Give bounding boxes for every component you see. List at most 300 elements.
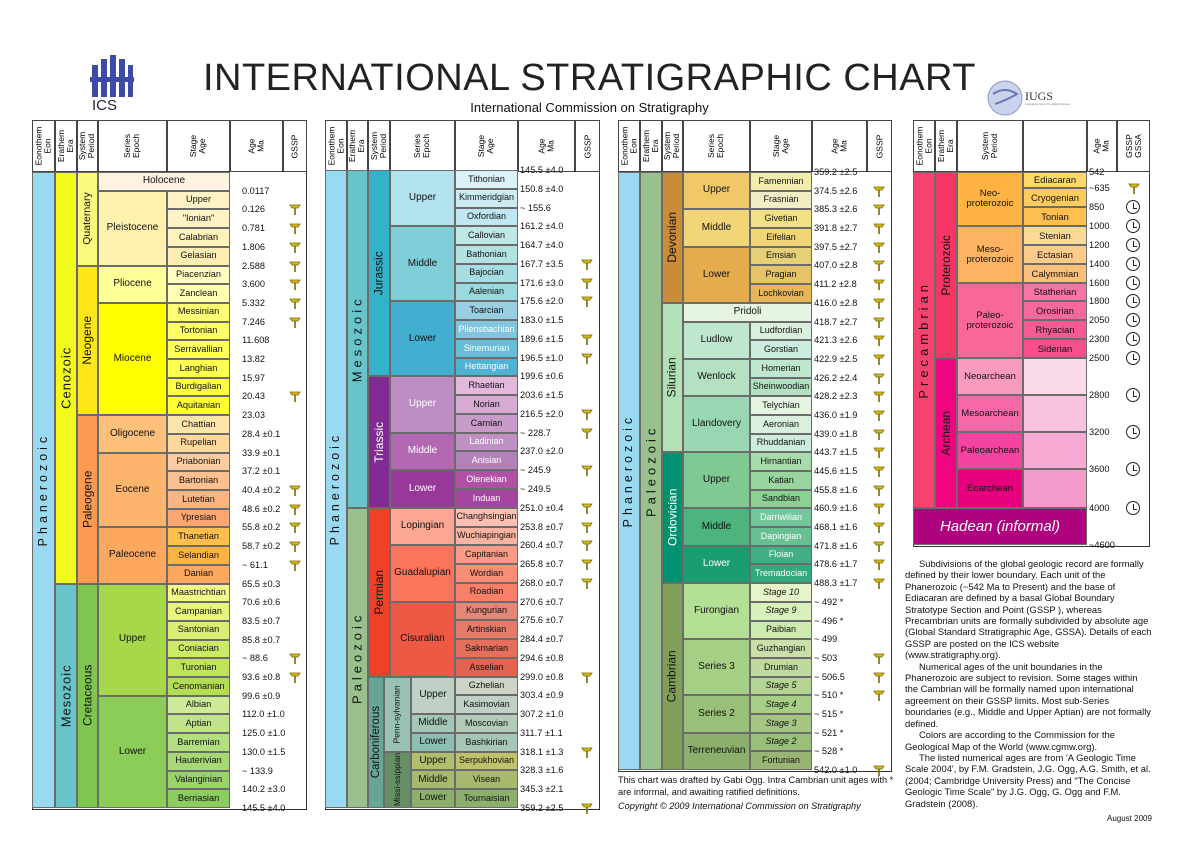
stage-2 — [167, 228, 230, 247]
column-header-label: Stage Age — [476, 134, 496, 158]
column-header-label: Eonothem Eon — [619, 126, 638, 166]
stage-0 — [167, 191, 230, 210]
boundary-age: 275.6 ±0.7 — [520, 615, 564, 626]
golden-spike-icon — [289, 503, 302, 519]
column-header — [167, 120, 230, 172]
boundary-age: 270.6 ±0.7 — [520, 596, 564, 607]
period-carboniferous — [368, 677, 384, 808]
stage-13 — [167, 434, 230, 453]
stage-12-label: Chattian — [181, 418, 216, 429]
epoch-2 — [390, 301, 455, 376]
subeon-1 — [957, 226, 1023, 283]
boundary-age: 161.2 ±4.0 — [520, 221, 564, 232]
stage-3-10-label: Homerian — [761, 362, 801, 373]
column-header-label: GSSP — [582, 134, 592, 158]
golden-spike-icon — [873, 428, 886, 444]
boundary-age: 411.2 ±2.8 — [814, 279, 857, 290]
subeon-6 — [957, 469, 1023, 508]
stage-2-28-label: Kasimovian — [463, 699, 510, 710]
stage-14-label: Priabonian — [176, 456, 221, 467]
stage-4 — [167, 266, 230, 285]
golden-spike-icon — [873, 558, 886, 574]
golden-spike-icon — [873, 409, 886, 425]
column-header-label: System Period — [77, 131, 97, 161]
column-header — [662, 120, 683, 172]
boundary-age: 1400 — [1089, 259, 1110, 269]
stage-24 — [167, 640, 230, 659]
epoch-1 — [390, 226, 455, 301]
epoch-0 — [390, 170, 455, 226]
golden-spike-icon — [581, 671, 594, 687]
boundary-age: 171.6 ±3.0 — [520, 277, 564, 288]
stage-3-13-label: Aeronian — [762, 418, 800, 429]
stage-27 — [167, 696, 230, 715]
stage-25-label: Turonian — [180, 661, 217, 672]
stage-26 — [167, 677, 230, 696]
column-header — [55, 120, 77, 172]
column-header-label: Stage Age — [771, 134, 790, 158]
boundary-age: 3200 — [1089, 427, 1110, 437]
boundary-age: 260.4 ±0.7 — [520, 540, 564, 551]
stage-16-label: Lutetian — [182, 493, 215, 504]
column-header — [1023, 120, 1087, 172]
golden-spike-icon — [581, 408, 594, 424]
stage-3-28-label: Stage 4 — [765, 698, 797, 709]
clock-icon — [1126, 332, 1140, 346]
stage-20 — [167, 565, 230, 584]
stage-3-9-label: Gorstian — [763, 343, 798, 354]
boundary-age: 294.6 ±0.8 — [520, 652, 564, 663]
stage-15 — [167, 471, 230, 490]
boundary-age: 3600 — [1089, 464, 1110, 474]
iugs-logo — [985, 78, 1071, 118]
clock-icon — [1126, 200, 1140, 214]
golden-spike-icon — [581, 802, 594, 818]
stage-3-22 — [750, 583, 812, 602]
boundary-age: 99.6 ±0.9 — [242, 690, 281, 701]
golden-spike-icon — [873, 689, 886, 705]
boundary-age: 2800 — [1089, 390, 1110, 400]
column-header — [935, 120, 957, 172]
stage-3-16 — [750, 471, 812, 490]
column-header-label: Age Ma — [829, 138, 849, 154]
column-header — [957, 120, 1023, 172]
golden-spike-icon — [873, 372, 886, 388]
stage-2-10 — [455, 358, 518, 377]
stage-23 — [167, 621, 230, 640]
clock-icon — [1126, 257, 1140, 271]
archean-period-fill — [1023, 358, 1087, 395]
golden-spike-icon — [289, 521, 302, 537]
boundary-age: 40.4 ±0.2 — [242, 485, 281, 495]
stage-3-5-label: Pragian — [765, 269, 797, 280]
boundary-age: 11.608 — [242, 335, 270, 346]
epoch-14 — [411, 789, 455, 808]
column-header-label: Eonothem Eon — [914, 126, 933, 166]
boundary-age: 125.0 ±1.0 — [242, 728, 286, 739]
stage-2-21 — [455, 564, 518, 583]
stage-2-12 — [455, 395, 518, 414]
boundary-age: ~ 506.5 — [814, 671, 845, 682]
period-4-4 — [1023, 245, 1087, 264]
stage-32-label: Berriasian — [177, 792, 220, 803]
boundary-age: 374.5 ±2.6 — [814, 185, 858, 196]
stage-3-29-label: Stage 3 — [765, 717, 797, 728]
stage-9 — [167, 359, 230, 378]
epoch-4-label: Middle — [407, 445, 438, 457]
boundary-age: ~ 503 — [814, 652, 838, 663]
golden-spike-icon — [289, 540, 302, 556]
eon-precambrian — [913, 172, 935, 508]
boundary-age: ~ 528 * — [814, 746, 844, 757]
subeon-2 — [957, 283, 1023, 358]
boundary-age: 284.4 ±0.7 — [520, 634, 564, 645]
column-header-label: Age Ma — [1092, 138, 1111, 154]
golden-spike-icon — [581, 352, 594, 368]
golden-spike-icon — [289, 241, 302, 257]
golden-spike-icon — [581, 558, 594, 574]
period-jurassic — [368, 170, 390, 376]
boundary-age: 421.3 ±2.6 — [814, 335, 858, 346]
stage-3-27-label: Stage 5 — [765, 680, 797, 691]
stage-24-label: Coniacian — [178, 643, 219, 654]
epoch-3-1 — [683, 209, 750, 246]
stage-10-label: Burdigalian — [175, 381, 222, 392]
stage-3-11-label: Sheinwoodian — [752, 381, 810, 392]
boundary-age: 7.246 — [242, 316, 265, 327]
column-header-label: Erathem Era — [936, 129, 955, 163]
stage-2-13-label: Carnian — [470, 417, 503, 428]
epoch-3-6 — [683, 396, 750, 452]
golden-spike-icon — [873, 652, 886, 668]
column-header — [812, 120, 867, 172]
epoch-3-2-label: Lower — [702, 268, 731, 280]
golden-spike-icon — [581, 521, 594, 537]
boundary-age: 299.0 ±0.8 — [520, 671, 564, 682]
boundary-age: ~ 249.5 — [520, 484, 551, 494]
boundary-age: 468.1 ±1.6 — [814, 522, 858, 533]
period-paleogene-label: Paleogene — [80, 470, 95, 529]
column-header-label: Series Epoch — [122, 133, 142, 159]
stage-30-label: Hauterivian — [175, 755, 222, 766]
subperiod-pennsylvanian-label: Penn-sylvanian — [392, 685, 403, 744]
stage-3-25 — [750, 639, 812, 658]
epoch-lower-label: Lower — [118, 745, 147, 757]
hadean-block: Hadean (informal) — [913, 508, 1087, 545]
golden-spike-icon — [873, 222, 886, 238]
epoch-pridoli-label: Pridoli — [733, 305, 762, 317]
era-archean-label: Archean — [938, 410, 953, 456]
epoch-3-6-label: Llandovery — [692, 418, 741, 430]
boundary-age: 237.0 ±2.0 — [520, 446, 564, 457]
period-silurian-label: Silurian — [665, 357, 680, 398]
boundary-age: 1000 — [1089, 221, 1110, 231]
stage-9-label: Langhian — [179, 362, 218, 373]
boundary-age: 2.588 — [242, 260, 265, 271]
epoch-4 — [390, 433, 455, 471]
column-header-label: System Period — [980, 131, 999, 161]
stage-8-label: Serravallian — [174, 343, 223, 354]
boundary-age: 167.7 ±3.5 — [520, 258, 564, 269]
boundary-age: ~635 — [1089, 183, 1110, 193]
boundary-age: 164.7 ±4.0 — [520, 240, 564, 251]
stage-2-27 — [455, 677, 518, 696]
stage-3-12 — [750, 396, 812, 415]
stage-3-29 — [750, 714, 812, 733]
boundary-age: 175.6 ±2.0 — [520, 296, 564, 307]
stage-3-9 — [750, 340, 812, 359]
stage-3-31-label: Fortunian — [761, 754, 801, 765]
stage-2-30 — [455, 733, 518, 752]
stage-2-22-label: Roadian — [469, 586, 504, 597]
epoch-3-5-label: Wenlock — [697, 371, 736, 383]
epoch-7-label: Guadalupian — [394, 567, 451, 579]
stage-3-8 — [750, 322, 812, 341]
column-header — [1117, 120, 1150, 172]
column-header — [230, 120, 283, 172]
stage-3-23-label: Stage 9 — [765, 605, 797, 616]
stage-28-label: Aptian — [185, 717, 212, 728]
boundary-age: 23.03 — [242, 410, 265, 421]
epoch-10 — [411, 714, 455, 733]
golden-spike-icon — [289, 203, 302, 219]
stage-2-8 — [455, 320, 518, 339]
boundary-age: 199.6 ±0.6 — [520, 371, 564, 382]
stage-21-label: Maastrichtian — [171, 587, 226, 598]
page-subtitle: International Commission on Stratigraphy — [470, 100, 709, 115]
stage-16 — [167, 490, 230, 509]
stage-3-30 — [750, 733, 812, 752]
column-header-label: Age Ma — [246, 138, 266, 154]
period-quaternary — [77, 172, 98, 266]
stage-2-4 — [455, 245, 518, 264]
eon-phanerozoic-2-label: Phanerozoic — [328, 432, 343, 546]
epoch-holocene-full — [98, 172, 230, 191]
boundary-age: 203.6 ±1.5 — [520, 390, 564, 401]
clock-icon — [1126, 276, 1140, 290]
column-header — [750, 120, 812, 172]
epoch-3-10-label: Furongian — [693, 604, 740, 616]
eon-phanerozoic-3-label: Phanerozoic — [621, 414, 636, 528]
boundary-age: 37.2 ±0.1 — [242, 466, 281, 477]
epoch-14-label: Lower — [419, 792, 447, 804]
stage-2-11-label: Rhaetian — [468, 380, 505, 391]
stage-3-20-label: Floian — [768, 549, 794, 560]
stage-3-28 — [750, 695, 812, 714]
boundary-age: 20.43 — [242, 391, 265, 402]
notes — [905, 558, 1153, 809]
eon-phanerozoic — [32, 172, 55, 808]
period-4-6-label: Statherian — [1033, 286, 1077, 298]
era-archean — [935, 358, 957, 508]
draft-credit: This chart was drafted by Gabi Ogg. Intra Cambrian unit ages with * are informal, and awaiting ratified definitions. — [618, 775, 894, 797]
stage-2-24 — [455, 620, 518, 639]
epoch-3-9-label: Lower — [702, 558, 731, 570]
golden-spike-icon — [581, 427, 594, 443]
boundary-age: ~ 155.6 — [520, 202, 551, 213]
stage-2-16 — [455, 470, 518, 489]
boundary-age: 443.7 ±1.5 — [814, 447, 858, 458]
stage-2-10-label: Hettangian — [464, 361, 509, 372]
stage-31 — [167, 771, 230, 790]
column-header-label: Series Epoch — [706, 133, 726, 159]
stage-30 — [167, 752, 230, 771]
boundary-age: 0.126 — [242, 204, 265, 215]
stage-2-0-label: Tithonian — [468, 173, 505, 184]
column-header — [575, 120, 600, 172]
stage-2-2 — [455, 208, 518, 227]
stage-2-12-label: Norian — [473, 398, 500, 409]
stage-3-24 — [750, 621, 812, 640]
stage-3-27 — [750, 677, 812, 696]
column-header-label: System Period — [662, 131, 682, 161]
stage-2-5 — [455, 264, 518, 283]
golden-spike-icon — [873, 334, 886, 350]
stage-3-1-label: Frasnian — [763, 194, 799, 205]
golden-spike-icon — [1128, 182, 1141, 198]
golden-spike-icon — [873, 297, 886, 313]
stage-3-19 — [750, 527, 812, 546]
stage-3-24-label: Paibian — [765, 624, 797, 635]
epoch-3-10 — [683, 583, 750, 639]
stage-1 — [167, 209, 230, 228]
period-cretaceous — [77, 584, 98, 808]
boundary-age: 2050 — [1089, 315, 1110, 325]
column-header — [77, 120, 98, 172]
column-header-label: Erathem Era — [641, 129, 660, 163]
stage-22-label: Campanian — [175, 605, 222, 616]
archean-period-fill — [1023, 469, 1087, 508]
period-ordovician-label: Ordovician — [665, 489, 680, 547]
golden-spike-icon — [873, 241, 886, 257]
stage-2-6-label: Aalenian — [468, 286, 505, 297]
boundary-age: 422.9 ±2.5 — [814, 353, 858, 364]
boundary-age: ~ 88.6 — [242, 653, 268, 664]
boundary-age: 1800 — [1089, 296, 1110, 306]
boundary-age: 140.2 ±3.0 — [242, 784, 286, 795]
period-jurassic-label: Jurassic — [371, 251, 386, 296]
golden-spike-icon — [873, 185, 886, 201]
stage-2-3 — [455, 226, 518, 245]
boundary-age: 428.2 ±2.3 — [814, 391, 858, 402]
epoch-3-9 — [683, 546, 750, 583]
column-header-label: GSSP — [289, 134, 300, 158]
boundary-age: ~ 496 * — [814, 615, 844, 626]
stage-3-8-label: Ludfordian — [759, 325, 803, 336]
period-devonian — [662, 172, 683, 303]
stage-2-17 — [455, 489, 518, 508]
stage-2-5-label: Bajocian — [469, 267, 504, 278]
epoch-2-label: Lower — [408, 332, 437, 344]
stage-3-5 — [750, 265, 812, 284]
golden-spike-icon — [289, 316, 302, 332]
boundary-age: 303.4 ±0.9 — [520, 690, 564, 701]
era-cenozoic-label: Cenozoic — [58, 346, 74, 409]
boundary-age: ~ 133.9 — [242, 765, 273, 776]
period-cambrian-label: Cambrian — [665, 650, 680, 703]
boundary-age: 311.7 ±1.1 — [520, 727, 563, 738]
copyright: Copyright © 2009 International Commission on Stratigraphy — [618, 801, 861, 811]
stage-2-19-label: Wuchiapingian — [457, 530, 516, 541]
stage-3-23 — [750, 602, 812, 621]
boundary-age: 391.8 ±2.7 — [814, 223, 858, 234]
column-header-label: GSSP GSSA — [1123, 134, 1143, 158]
period-4-7-label: Orosirian — [1035, 304, 1075, 316]
golden-spike-icon — [289, 297, 302, 313]
stage-2-23 — [455, 602, 518, 621]
stage-2-9-label: Sinemurian — [463, 342, 510, 353]
boundary-age: ~ 492 * — [814, 596, 844, 607]
boundary-age: 251.0 ±0.4 — [520, 502, 564, 513]
boundary-age: 1600 — [1089, 278, 1110, 288]
column-header-label: Eonothem Eon — [326, 126, 345, 166]
stage-2-20-label: Capitanian — [464, 548, 509, 559]
golden-spike-icon — [289, 222, 302, 238]
golden-spike-icon — [873, 502, 886, 518]
stage-2-28 — [455, 695, 518, 714]
stage-8 — [167, 340, 230, 359]
stage-2-6 — [455, 283, 518, 302]
boundary-age: 0.0117 — [242, 185, 270, 196]
epoch-8-label: Cisuralian — [400, 632, 445, 644]
stage-31-label: Valanginian — [174, 774, 223, 785]
boundary-age: ~ 515 * — [814, 708, 844, 719]
eon-precambrian-label: Precambrian — [916, 281, 932, 399]
column-header-label: Erathem Era — [347, 129, 367, 163]
epoch-3 — [390, 376, 455, 432]
epoch-9 — [411, 677, 455, 715]
epoch-upper — [98, 584, 167, 696]
golden-spike-icon — [581, 464, 594, 480]
stage-3-14-label: Rhuddanian — [756, 437, 806, 448]
epoch-upper-label: Upper — [118, 633, 147, 645]
clock-icon — [1126, 501, 1140, 515]
boundary-age: 28.4 ±0.1 — [242, 428, 281, 439]
boundary-age: 850 — [1089, 202, 1105, 212]
golden-spike-icon — [873, 353, 886, 369]
stage-3-16-label: Katian — [768, 474, 794, 485]
period-4-1 — [1023, 188, 1087, 207]
stage-12 — [167, 415, 230, 434]
period-cambrian — [662, 583, 683, 770]
boundary-age: 2300 — [1089, 334, 1110, 344]
golden-spike-icon — [581, 577, 594, 593]
period-paleogene — [77, 415, 98, 583]
period-4-0 — [1023, 172, 1087, 188]
boundary-age: 265.8 ±0.7 — [520, 559, 564, 570]
stage-1-label: "Ionian" — [182, 212, 215, 223]
stage-2-27-label: Gzhelian — [468, 680, 505, 691]
period-cretaceous-label: Cretaceous — [80, 665, 95, 727]
column-header — [390, 120, 455, 172]
period-silurian — [662, 303, 683, 453]
boundary-age: 5.332 — [242, 297, 265, 308]
stage-2-18-label: Changhsingian — [456, 511, 517, 522]
boundary-age: 439.0 ±1.8 — [814, 428, 858, 439]
stage-2-23-label: Kungurian — [465, 605, 508, 616]
boundary-age: 407.0 ±2.8 — [814, 260, 858, 271]
boundary-age: 455.8 ±1.6 — [814, 484, 858, 495]
column-header-label: GSSP — [874, 134, 884, 158]
boundary-age: 2500 — [1089, 353, 1110, 363]
stage-17-label: Ypresian — [180, 512, 217, 523]
column-header — [1087, 120, 1117, 172]
boundary-age: 112.0 ±1.0 — [242, 709, 285, 720]
stage-2-32 — [455, 770, 518, 789]
subeon-3 — [957, 358, 1023, 395]
epoch-miocene-label: Miocene — [113, 352, 152, 364]
golden-spike-icon — [873, 465, 886, 481]
